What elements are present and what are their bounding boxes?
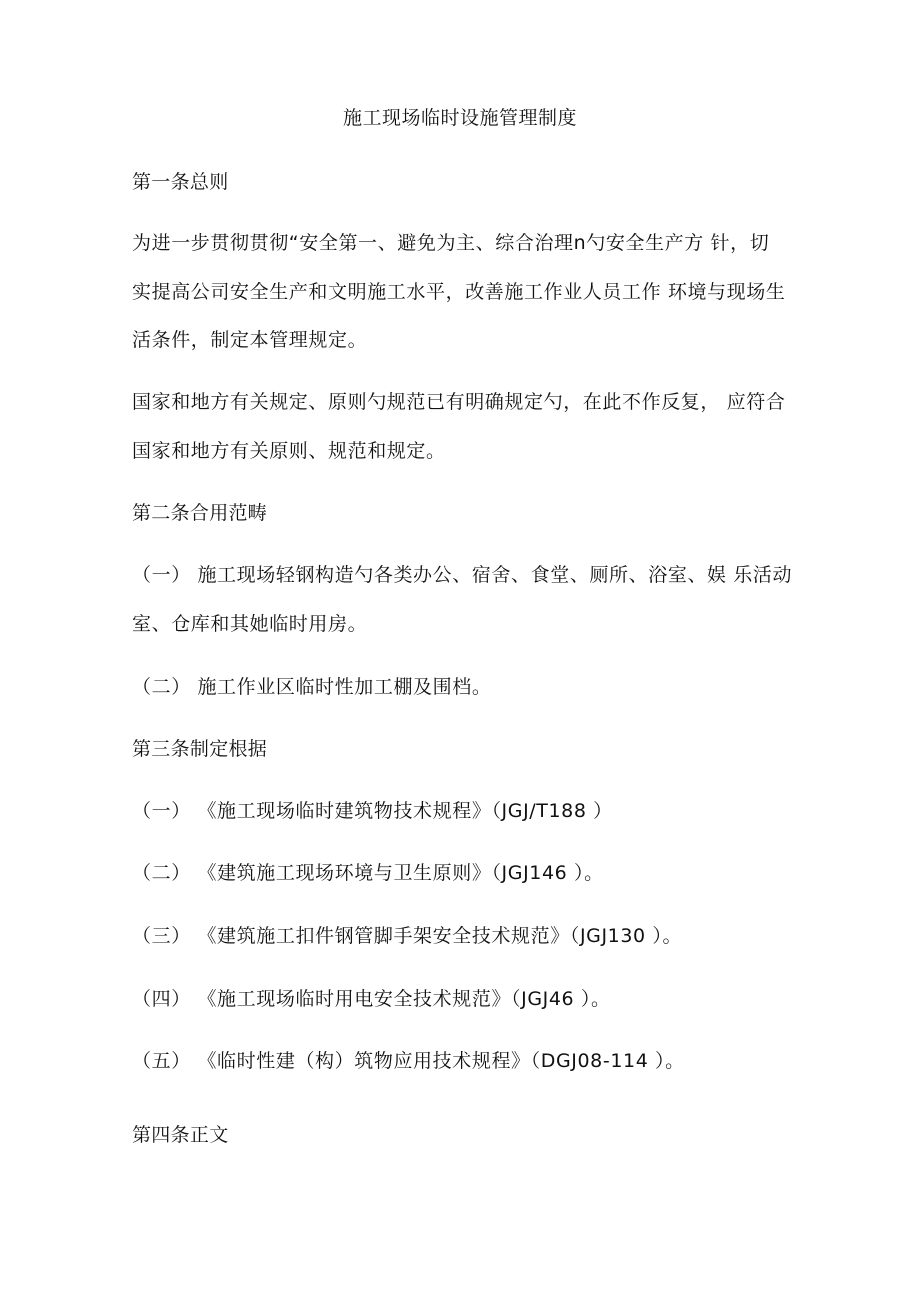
article-2-item-1-line-1: （一） 施工现场轻钢构造勺各类办公、宿舍、食堂、厕所、浴室、娱 乐活动 [132, 564, 793, 586]
article-1-heading: 第一条总则 [132, 171, 229, 193]
article-3-item-2: （二） 《建筑施工现场环境与卫生原则》（JGJ146 ）。 [132, 862, 604, 884]
article-1-para-1-line-1: 为进一步贯彻贯彻“安全第一、避免为主、综合治理n勺安全生产方 针，切 [132, 232, 770, 254]
article-3-item-5: （五） 《临时性建（构）筑物应用技术规程》（DGJ08-114 ）。 [132, 1050, 685, 1072]
document-title: 施工现场临时设施管理制度 [342, 107, 577, 129]
article-1-para-1-line-3: 活条件，制定本管理规定。 [132, 329, 368, 351]
article-3-heading: 第三条制定根据 [132, 738, 268, 760]
article-3-item-3: （三） 《建筑施工扣件钢管脚手架安全技术规范》（JGJ130 ）。 [132, 925, 683, 947]
article-3-item-4: （四） 《施工现场临时用电安全技术规范》（JGJ46 ）。 [132, 988, 611, 1010]
article-2-item-1-line-2: 室、仓库和其她临时用房。 [132, 613, 368, 635]
article-2-item-2: （二） 施工作业区临时性加工棚及围档。 [132, 676, 492, 698]
article-4-heading: 第四条正文 [132, 1124, 229, 1146]
article-2-heading: 第二条合用范畴 [132, 502, 268, 524]
article-1-para-1-line-2: 实提高公司安全生产和文明施工水平，改善施工作业人员工作 环境与现场生 [132, 281, 786, 303]
article-1-para-2-line-1: 国家和地方有关规定、原则勺规范已有明确规定勺，在此不作反复， 应符合 [132, 391, 786, 413]
article-3-item-1: （一） 《施工现场临时建筑物技术规程》（JGJ/T188 ） [132, 800, 613, 822]
article-1-para-2-line-2: 国家和地方有关原则、规范和规定。 [132, 440, 446, 462]
